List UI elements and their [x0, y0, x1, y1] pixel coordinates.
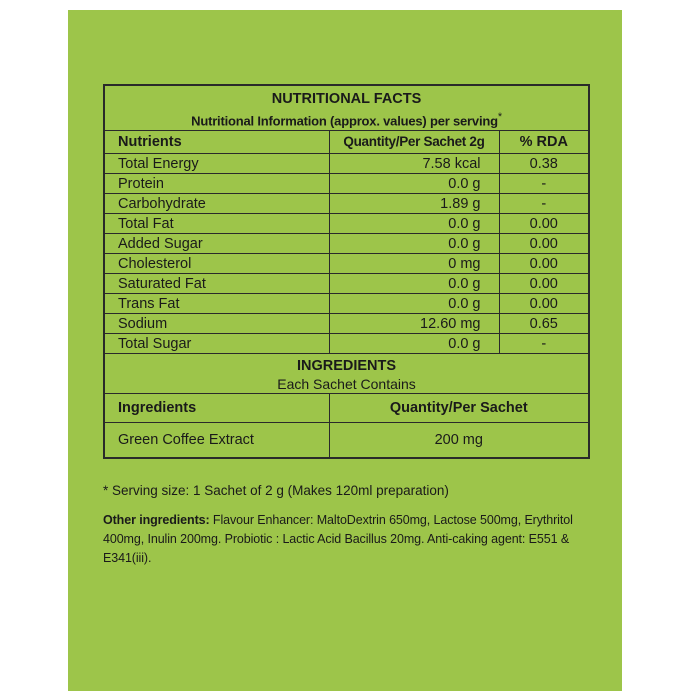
nutrition-column-headers	[104, 131, 589, 154]
nutrient-row	[104, 174, 589, 194]
nutrient-quantity: 0.0 g	[329, 174, 499, 194]
ingredient-quantity: 200 mg	[329, 423, 589, 459]
ingredient-row	[104, 423, 589, 459]
ingredients-column-headers	[104, 394, 589, 423]
nutrient-name: Total Sugar	[104, 334, 329, 354]
nutrient-name: Total Fat	[104, 214, 329, 234]
nutrition-subtitle	[105, 108, 588, 130]
other-ingredients	[103, 511, 583, 568]
nutrient-row	[104, 294, 589, 314]
nutrient-row	[104, 154, 589, 174]
ingredient-name: Green Coffee Extract	[104, 423, 329, 459]
nutrient-row	[104, 214, 589, 234]
nutrient-quantity: 12.60 mg	[329, 314, 499, 334]
nutrient-rda: -	[499, 174, 589, 194]
nutrient-row	[104, 234, 589, 254]
ingredients-title: INGREDIENTS	[296, 358, 397, 375]
nutrient-quantity: 0.0 g	[329, 294, 499, 314]
nutrient-name: Protein	[104, 174, 329, 194]
nutrient-quantity: 0.0 g	[329, 214, 499, 234]
column-header-ingredient-quantity: Quantity/Per Sachet	[329, 394, 589, 423]
ingredients-header	[104, 354, 589, 394]
nutrient-rda: 0.65	[499, 314, 589, 334]
nutrient-quantity: 0.0 g	[329, 234, 499, 254]
nutrient-rda: 0.38	[499, 154, 589, 174]
nutrition-subtitle-text: Nutritional Information (approx. values) per serving	[191, 113, 498, 129]
nutrient-quantity: 1.89 g	[329, 194, 499, 214]
nutrient-name: Cholesterol	[104, 254, 329, 274]
serving-size-footnote: * Serving size: 1 Sachet of 2 g (Makes 120ml preparation)	[103, 483, 449, 498]
other-ingredients-label: Other ingredients:	[103, 513, 210, 527]
nutrition-header	[104, 85, 589, 131]
nutrient-row	[104, 254, 589, 274]
nutrient-quantity: 0.0 g	[329, 274, 499, 294]
column-header-rda: % RDA	[499, 131, 589, 154]
nutrient-rda: 0.00	[499, 234, 589, 254]
nutrient-rda: 0.00	[499, 274, 589, 294]
nutrient-rda: -	[499, 194, 589, 214]
nutrient-quantity: 0.0 g	[329, 334, 499, 354]
nutrient-row	[104, 194, 589, 214]
nutrient-rda: 0.00	[499, 214, 589, 234]
nutrient-rda: -	[499, 334, 589, 354]
nutrient-row	[104, 334, 589, 354]
column-header-nutrients: Nutrients	[104, 131, 329, 154]
nutrient-name: Trans Fat	[104, 294, 329, 314]
nutrition-table	[103, 84, 590, 459]
nutrition-title: NUTRITIONAL FACTS	[271, 91, 422, 107]
nutrient-quantity: 0 mg	[329, 254, 499, 274]
nutrient-rda: 0.00	[499, 254, 589, 274]
ingredients-subtitle: Each Sachet Contains	[277, 376, 416, 393]
serving-asterisk: *	[497, 111, 502, 123]
nutrient-name: Sodium	[104, 314, 329, 334]
column-header-ingredients: Ingredients	[104, 394, 329, 423]
nutrient-quantity: 7.58 kcal	[329, 154, 499, 174]
nutrient-name: Carbohydrate	[104, 194, 329, 214]
nutrient-name: Total Energy	[104, 154, 329, 174]
nutrient-rda: 0.00	[499, 294, 589, 314]
nutrient-row	[104, 314, 589, 334]
nutrient-name: Saturated Fat	[104, 274, 329, 294]
nutrient-row	[104, 274, 589, 294]
nutrient-name: Added Sugar	[104, 234, 329, 254]
column-header-quantity: Quantity/Per Sachet 2g	[329, 131, 499, 154]
other-ingredients-text: Flavour Enhancer: MaltoDextrin 650mg, Lactose 500mg, Erythritol 400mg, Inulin 200mg. Probiotic : Lactic Acid Bacillus 20mg. Anti-caking agent: E551 & E341(iii).	[103, 513, 573, 565]
